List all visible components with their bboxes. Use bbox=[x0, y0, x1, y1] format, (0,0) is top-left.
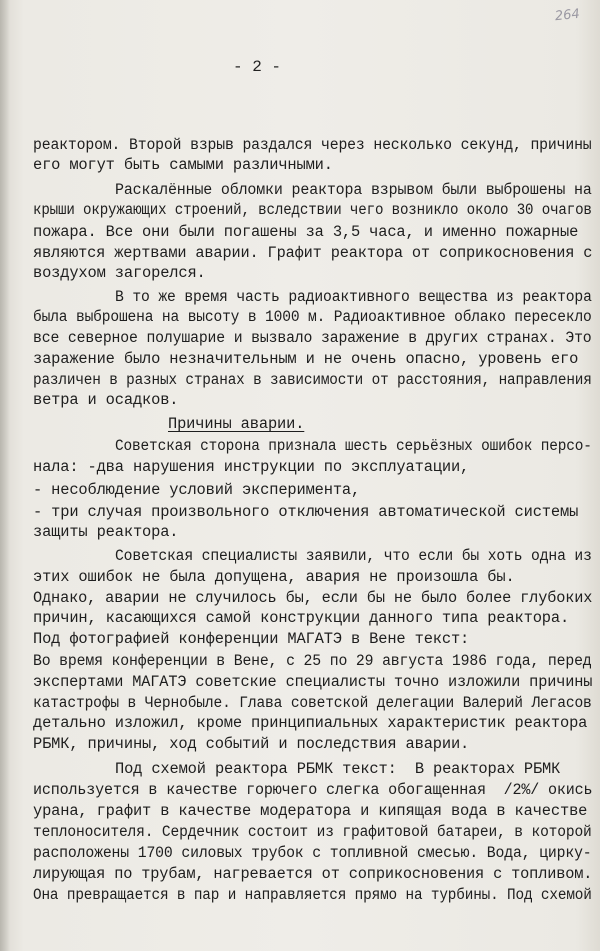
text-line: ветра и осадков. bbox=[33, 391, 179, 409]
text-line: Раскалённые обломки реактора взрывом были выброшены на bbox=[115, 181, 592, 199]
text-line: Она превращается в пар и направляется прямо на турбины. Под схемой bbox=[33, 886, 592, 904]
text-line: Под схемой реактора РБМК текст: В реакторах РБМК bbox=[115, 760, 561, 778]
text-line: РБМК, причины, ход событий и последствия аварии. bbox=[33, 735, 470, 753]
text-line: этих ошибок не была допущена, авария не произошла бы. bbox=[33, 568, 515, 586]
text-line: заражение было незначительным и не очень опасно, уровень его bbox=[33, 350, 579, 368]
text-line: нала: -два нарушения инструкции по эксплуатации, bbox=[33, 458, 470, 476]
text-line: лирующая по трубам, нагревается от соприкосновения с топливом. bbox=[33, 865, 593, 883]
section-heading: Причины аварии. bbox=[168, 415, 305, 433]
text-line: Под фотографией конференции МАГАТЭ в Вене текст: bbox=[33, 630, 470, 648]
text-line: воздухом загорелся. bbox=[33, 264, 206, 282]
text-line: пожара. Все они были погашены за 3,5 часа, и именно пожарные bbox=[33, 223, 579, 241]
text-line: - три случая произвольного отключения автоматической системы bbox=[33, 503, 579, 521]
text-line: являются жертвами аварии. Графит реактора от соприкосновения с bbox=[33, 244, 593, 262]
text-line: крыши окружающих строений, вследствии чего возникло около 30 очагов bbox=[33, 201, 592, 219]
text-line: Во время конференции в Вене, с 25 по 29 августа 1986 года, перед bbox=[33, 652, 592, 670]
text-line: Советская специалисты заявили, что если бы хоть одна из bbox=[115, 547, 592, 565]
text-line: - несоблюдение условий эксперимента, bbox=[33, 481, 361, 499]
text-line: теплоносителя. Сердечник состоит из графитовой батареи, в которой bbox=[33, 823, 592, 841]
text-line: детально изложил, кроме принципиальных характеристик реактора bbox=[33, 714, 588, 732]
text-line: экспертами МАГАТЭ советские специалисты точно изложили причины bbox=[33, 673, 593, 691]
text-line: используется в качестве горючего слегка обогащенная /2%/ окись bbox=[33, 781, 593, 799]
text-line: расположены 1700 силовых трубок с топливной смесью. Вода, цирку- bbox=[33, 844, 592, 862]
text-line: его могут быть самыми различными. bbox=[33, 156, 333, 174]
page-number: - 2 - bbox=[232, 58, 281, 76]
text-line: причин, касающихся самой конструкции данного типа реактора. bbox=[33, 609, 570, 627]
text-line: В то же время часть радиоактивного вещества из реактора bbox=[115, 288, 592, 306]
text-line: Советская сторона признала шесть серьёзных ошибок персо- bbox=[115, 437, 592, 455]
text-line: была выброшена на высоту в 1000 м. Радиоактивное облако пересекло bbox=[33, 308, 592, 326]
binding-shadow bbox=[0, 0, 10, 951]
archive-number: 264 bbox=[554, 6, 581, 25]
text-line: катастрофы в Чернобыле. Глава советской делегации Валерий Легасов bbox=[33, 694, 592, 712]
text-line: Однако, аварии не случилось бы, если бы не было более глубоких bbox=[33, 589, 593, 607]
text-line: различен в разных странах в зависимости от расстояния, направления bbox=[33, 371, 592, 389]
text-line: все северное полушарие и вызвало заражение в других странах. Это bbox=[33, 329, 592, 347]
text-line: реактором. Второй взрыв раздался через несколько секунд, причины bbox=[33, 136, 592, 154]
text-line: урана, графит в качестве модератора и кипящая вода в качестве bbox=[33, 802, 588, 820]
text-line: защиты реактора. bbox=[33, 523, 179, 541]
